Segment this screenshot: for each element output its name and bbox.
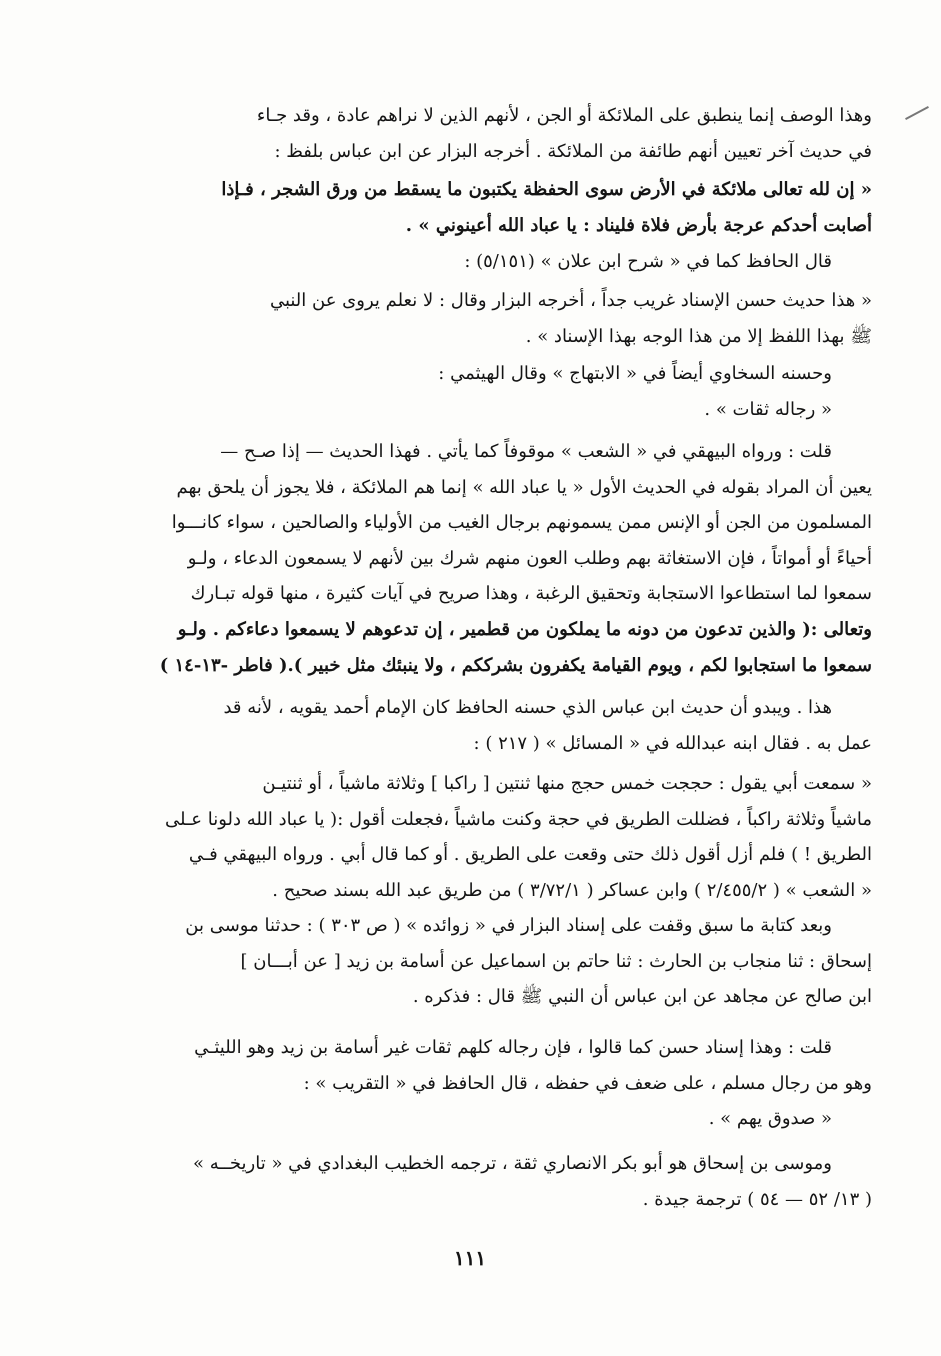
text-line: « إن لله تعالى ملائكة في الأرض سوى الحفظة يكتبون ما يسقط من ورق الشجر ، فـإذا	[221, 179, 872, 200]
quote-hasan	[112, 283, 872, 354]
text-line: « الشعب » ( ٢/٤٥٥/٢ ) وابن عساكر ( ٣/٧٢/١ ) من طريق عبد الله بسند صحيح .	[272, 879, 872, 901]
paragraph-qult-2	[112, 1030, 872, 1137]
paragraph-musa	[112, 1146, 872, 1217]
paragraph-1	[112, 98, 872, 169]
text-line: سمعوا ما استجابوا لكم ، ويوم القيامة يكفرون بشرككم ، ولا ينبئك مثل خبير ).( فاطر -١٣-١٤ )	[159, 654, 872, 676]
text-line: وتعالى :( والذين تدعون من دونه ما يملكون من قطمير ، إن تدعوهم لا يسمعوا دعاءكم . ولـو	[177, 619, 872, 640]
paragraph-sakhawi	[112, 356, 872, 427]
paragraph-hafiz	[112, 244, 872, 280]
text-line: ( ١٣/ ٥٢ — ٥٤ ) ترجمة جيدة .	[642, 1188, 872, 1210]
text-line: قلت : ورواه البيهقي في « الشعب » موقوفاً كما يأتي . فهذا الحديث — إذا صـح —	[220, 441, 832, 462]
text-line: قال الحافظ كما في « شرح ابن علان » (٥/١٥١) :	[464, 251, 832, 272]
hadith-quote	[112, 172, 872, 243]
quote-abdullah	[112, 766, 872, 908]
text-line: عمل به . فقال ابنه عبدالله في « المسائل » ( ٢١٧ ) :	[473, 732, 872, 754]
text-line: « هذا حديث حسن الإسناد غريب جداً ، أخرجه البزار وقال : لا نعلم يروى عن النبي	[269, 290, 872, 311]
text-line: قلت : وهذا إسناد حسن كما قالوا ، فإن رجاله كلهم ثقات غير أسامة بن زيد وهو الليثـي	[194, 1037, 832, 1058]
text-line: وهذا الوصف إنما ينطبق على الملائكة أو الجن ، لأنهم الذين لا نراهم عادة ، وقد جـاء	[256, 105, 872, 126]
text-line: « صدوق يهم » .	[708, 1108, 832, 1129]
margin-pencil-mark	[905, 106, 929, 120]
text-line: إسحاق : ثنا منجاب بن الحارث : ثنا حاتم بن اسماعيل عن أسامة بن زيد [ عن أبـــان ]	[240, 950, 872, 972]
text-line: ﷺ بهذا اللفظ إلا من هذا الوجه بهذا الإسناد » .	[525, 325, 872, 347]
quran-verse	[112, 612, 872, 683]
text-line: ابن صالح عن مجاهد عن ابن عباس أن النبي ﷺ قال : فذكره .	[412, 986, 872, 1007]
text-line: هذا . ويبدو أن حديث ابن عباس الذي حسنه الحافظ كان الإمام أحمد يقويه ، لأنه قد	[223, 697, 832, 718]
text-line: الطريق ! ) فلم أزل أقول ذلك حتى وقعت على الطريق . أو كما قال أبي . ورواه البيهقي فـي	[188, 844, 872, 865]
text-line: ماشياً وثلاثة راكباً ، فضللت الطريق في حجة وكنت ماشياً ،فجعلت أقول :( يا عباد الله دلونا عـلى	[165, 808, 872, 830]
text-line: وهو من رجال مسلم ، على ضعف في حفظه ، قال الحافظ في « التقريب » :	[303, 1072, 872, 1094]
text-line: وبعد كتابة ما سبق وقفت على إسناد البزار في « زوائده » ( ص ٣٠٣ ) : حدثنا موسى بن	[185, 915, 832, 936]
text-line: وموسى بن إسحاق هو أبو بكر الانصاري ثقة ، ترجمه الخطيب البغدادي في « تاريخــه »	[192, 1153, 832, 1174]
text-line: « رجاله ثقات » .	[704, 398, 832, 420]
text-line: وحسنه السخاوي أيضاً في « الابتهاج » وقال الهيثمي :	[438, 363, 832, 384]
text-line: سمعوا لما استطاعوا الاستجابة وتحقيق الرغبة ، وهذا صريح في آيات كثيرة ، منها قوله تبـارك	[190, 583, 872, 604]
paragraph-qult-1	[112, 434, 872, 612]
text-line: يعين أن المراد بقوله في الحديث الأول « يا عباد الله » إنما هم الملائكة ، فلا يجوز أن يلحق بهم	[176, 476, 872, 498]
text-line: أحياءً أو أمواتاً ، فإن الاستغاثة بهم وطلب العون منهم شرك بين لأنهم لا يسمعون الدعاء ، ولـو	[187, 547, 872, 569]
paragraph-ahmad	[112, 690, 872, 761]
text-line: أصابت أحدكم عرجة بأرض فلاة فليناد : يا عباد الله أعينوني » .	[405, 214, 872, 236]
page-number: ١١١	[453, 1246, 487, 1270]
paragraph-bazzar	[112, 908, 872, 1015]
text-line: المسلمون من الجن أو الإنس ممن يسمونهم برجال الغيب من الأولياء والصالحين ، سواء كانـــوا	[171, 512, 872, 533]
text-line: « سمعت أبي يقول : حججت خمس حجج منها ثنتين [ راكبا ] وثلاثة ماشياً ، أو ثنتيـن	[262, 773, 872, 794]
text-line: في حديث آخر تعيين أنهم طائفة من الملائكة . أخرجه البزار عن ابن عباس بلفظ :	[274, 140, 872, 162]
